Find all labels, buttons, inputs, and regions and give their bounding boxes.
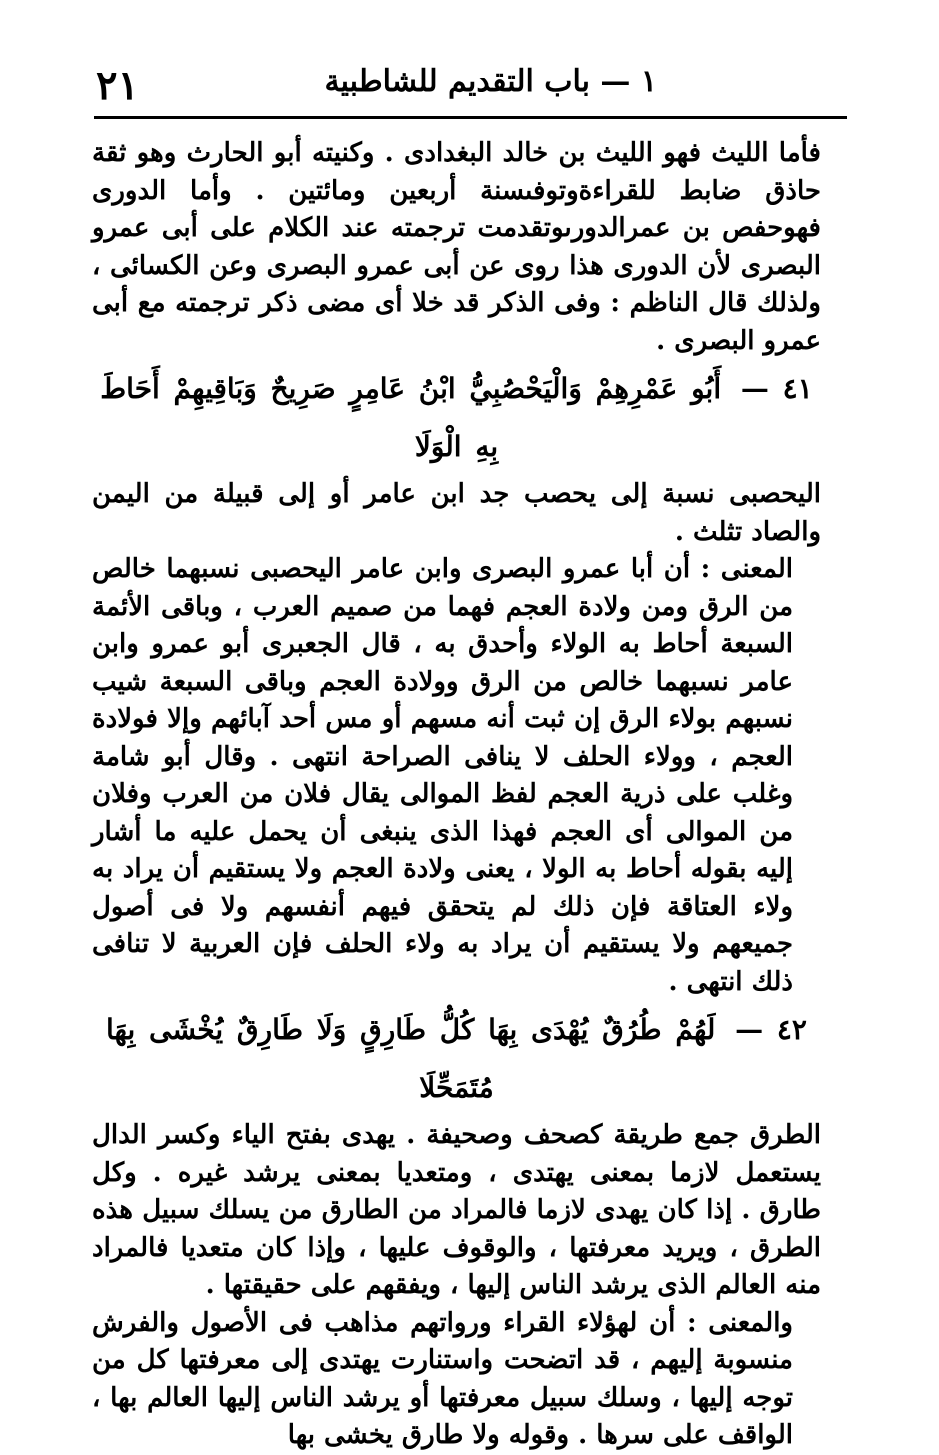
running-head: ١ — باب التقديم للشاطبية (324, 64, 657, 99)
verse-42-text: لَهُمْ طُرُقٌ يُهْدَى بِهَا كُلُّ طَارِقٍ وَلَا طَارِقٌ يُخْشَى بِهَا مُتَمَحِّلَا (106, 1013, 716, 1104)
header-rule (94, 116, 847, 119)
verse-41 (92, 360, 821, 476)
page-number: ٢١ (96, 62, 139, 109)
page-header (96, 62, 817, 112)
paragraph-layth-biography: فأما الليث فهو الليث بن خالد البغدادى . وكنيته أبو الحارث وهو ثقة حاذق ضابط للقراءةوتوفىسنة أربعين ومائتين . وأما الدورى فهوحفص بن عمرالدورىوتقدمت ترجمته عند الكلام على أبى عمرو البصرى لأن الدورى هذا روى عن أبى عمرو البصرى وعن الكسائى ، ولذلك قال الناظم : وفى الذكر قد خلا أى مضى ذكر ترجمته مع أبى عمرو البصرى . (92, 138, 821, 356)
paragraph-yahsubi-note: اليحصبى نسبة إلى يحصب جد ابن عامر أو إلى قبيلة من اليمن والصاد تثلث . (92, 479, 821, 547)
paragraph-verse-42-meaning: والمعنى : أن لهؤلاء القراء ورواتهم مذاهب فى الأصول والفرش منسوبة إليهم ، قد اتضحت واستنارت يهتدى إلى معرفتها كل من توجه إليها ، وسلك سبيل معرفتها أو يرشد الناس إليها العالم بها ، الواقف على سرها . وقوله ولا طارق يخشى بها (92, 1307, 793, 1450)
body-text (92, 135, 821, 1455)
verse-41-text: أَبُو عَمْرِهِمْ وَالْيَحْصُبِيُّ ابْنُ عَامِرٍ صَرِيحٌ وَبَاقِيهِمْ أَحَاطَ بِهِ الْوَلَا (100, 372, 722, 463)
paragraph-turuq-vocabulary: الطرق جمع طريقة كصحف وصحيفة . يهدى بفتح الياء وكسر الدال يستعمل لازما بمعنى يهتدى ، ومتعديا بمعنى يرشد غيره . وكل طارق . إذا كان يهدى لازما فالمراد من الطارق من يسلك سبيل هذه الطرق ، ويريد معرفتها ، والوقوف عليها ، وإذا كان متعديا فالمراد منه العالم الذى يرشد الناس إليها ، ويفقهم على حقيقتها . (92, 1120, 821, 1300)
verse-41-number: ٤١ — (740, 372, 813, 405)
verse-42 (92, 1001, 821, 1117)
verse-42-number: ٤٢ — (735, 1013, 807, 1046)
paragraph-verse-41-meaning: المعنى : أن أبا عمرو البصرى وابن عامر اليحصبى نسبهما خالص من الرق ومن ولادة العجم فهما من صميم العرب ، وباقى الأئمة السبعة أحاط به الولاء وأحدق به ، قال الجعبرى أبو عمرو وابن عامر نسبهما خالص من الرق وولادة العجم وباقى السبعة شيب نسبهم بولاء الرق إن ثبت أنه مسهم أو مس أحد آبائهم وإلا فولادة العجم ، وولاء الحلف لا ينافى الصراحة انتهى . وقال أبو شامة وغلب على ذرية العجم لفظ الموالى يقال فلان من العرب وفلان من الموالى أى العجم فهذا الذى ينبغى أن يحمل عليه ما أشار إليه بقوله أحاط به الولا ، يعنى ولادة العجم ولا يستقيم أن يراد به ولاء العتاقة فإن ذلك لم يتحقق فيهم أنفسهم ولا فى أصول جميعهم ولا يستقيم أن يراد به ولاء الحلف فإن العربية لا تنافى ذلك انتهى . (92, 554, 794, 997)
